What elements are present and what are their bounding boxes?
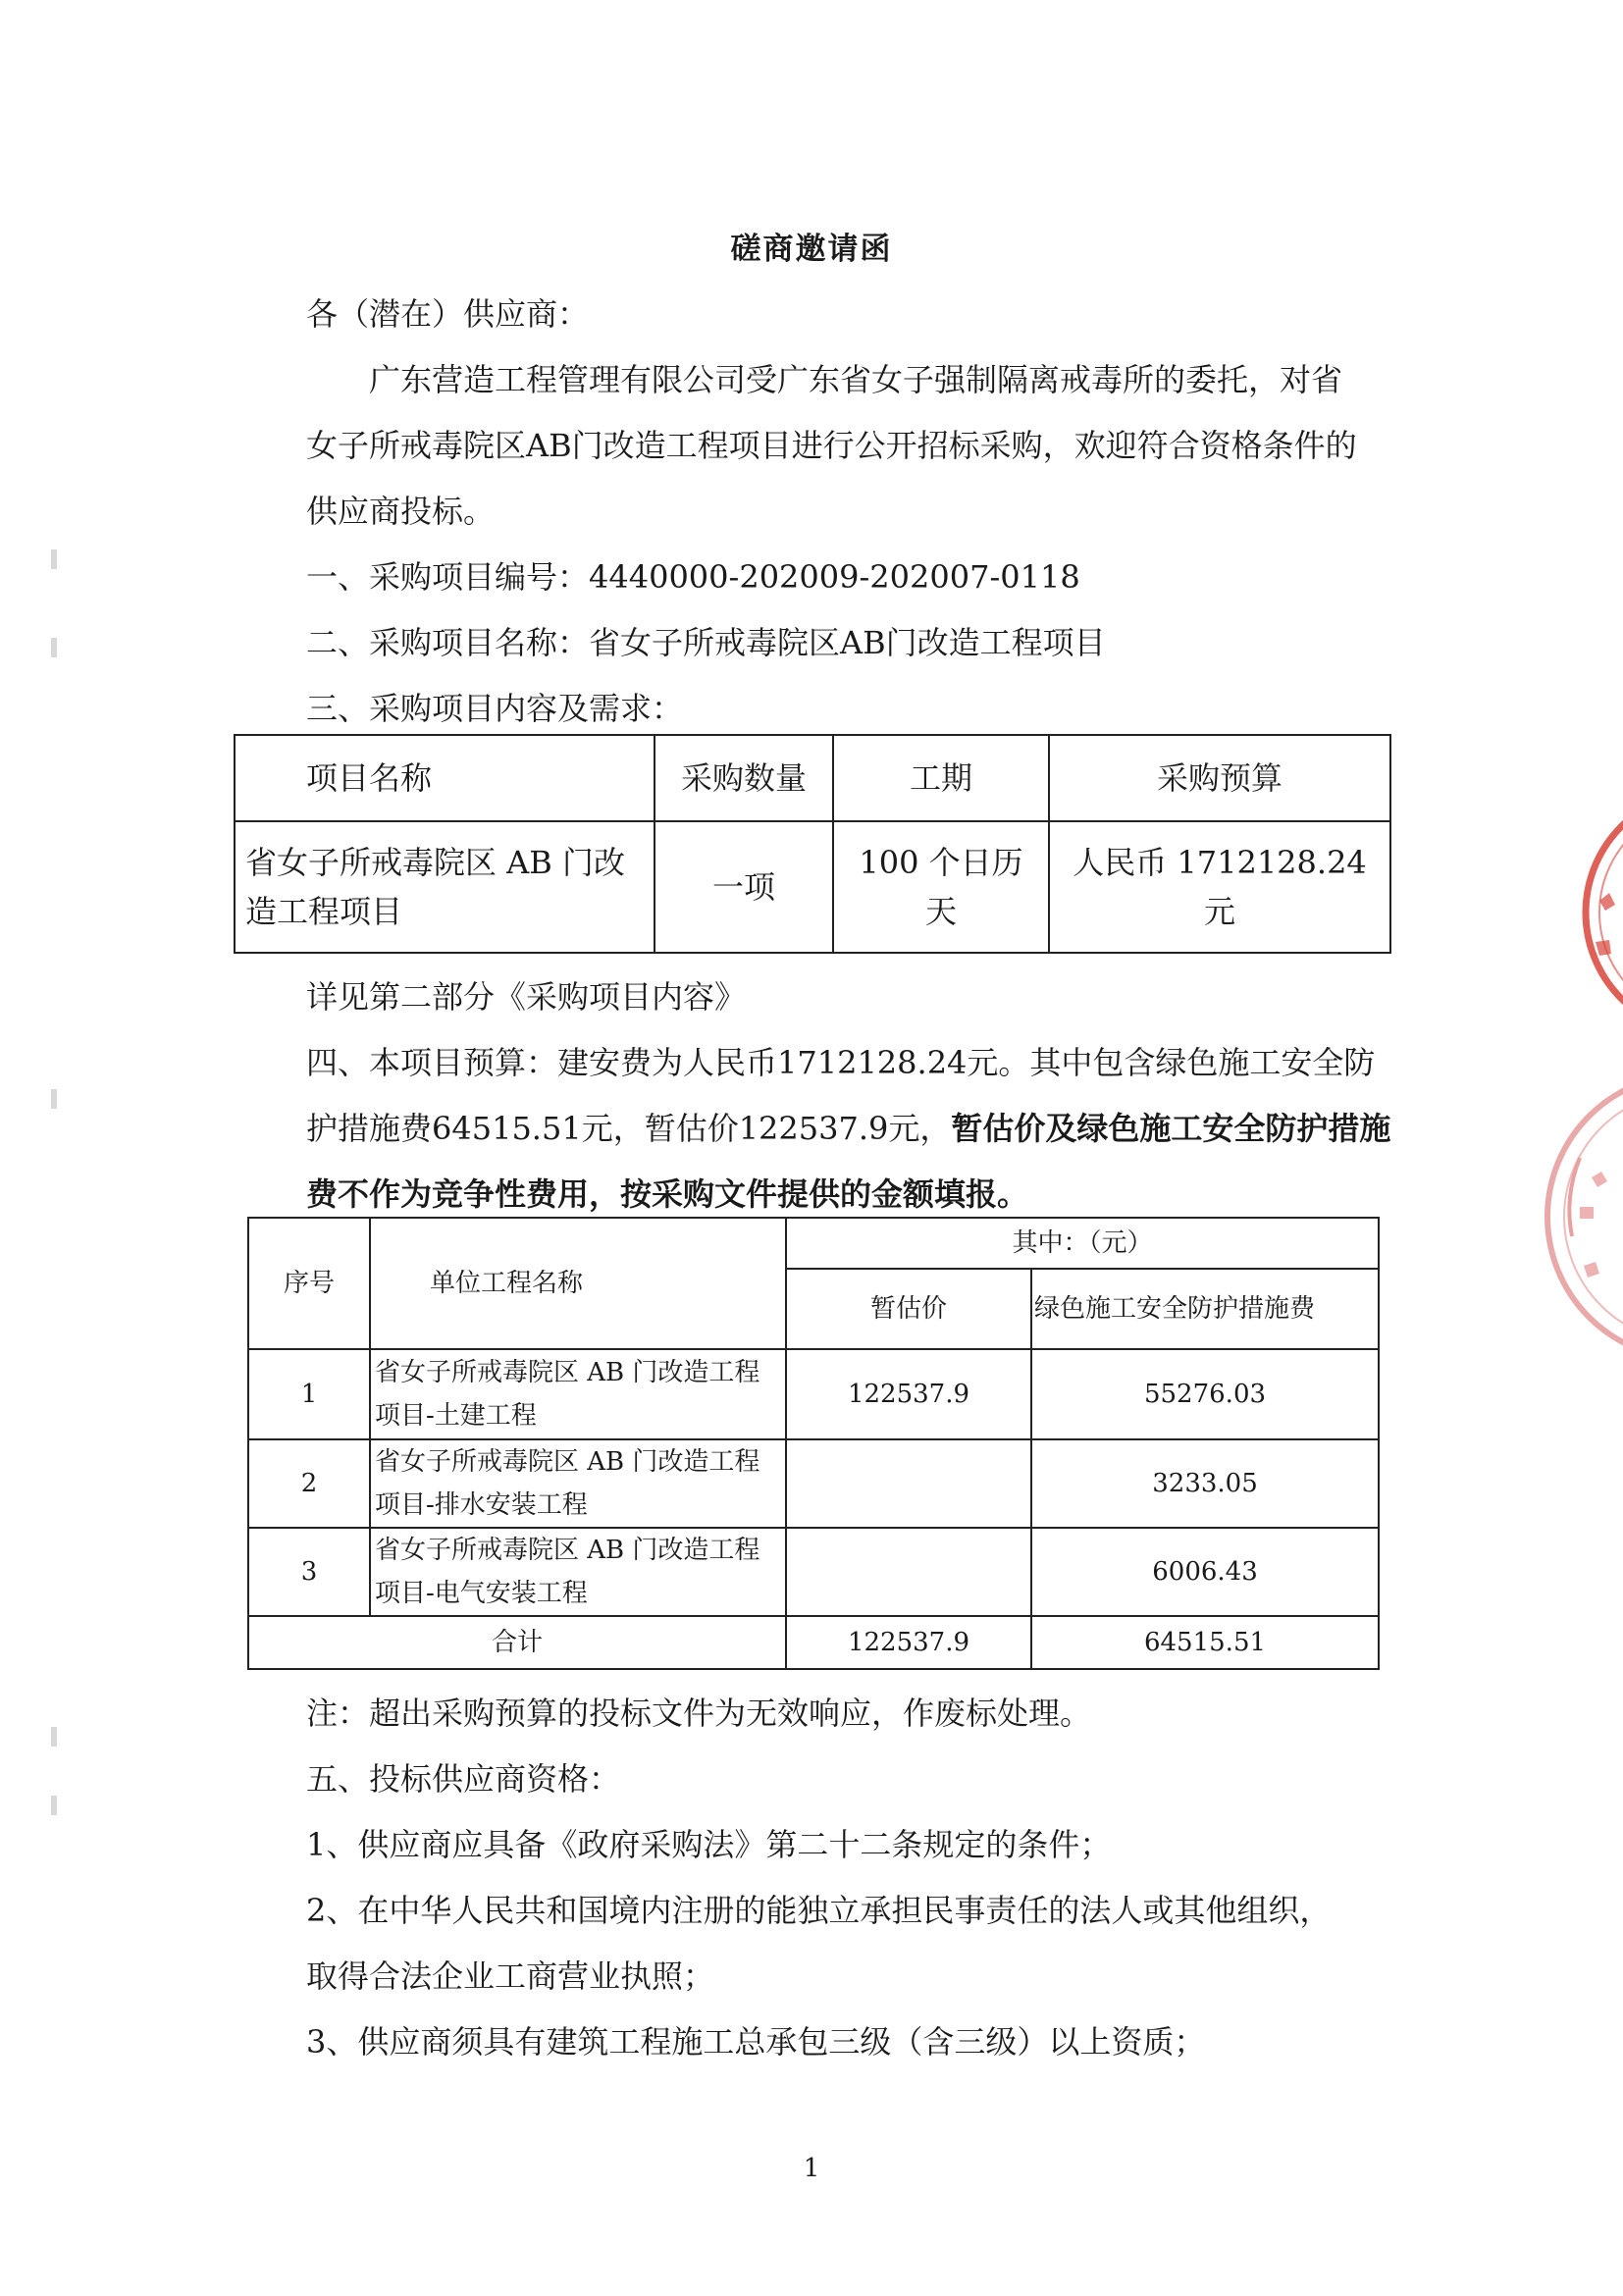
- row-green-fee: 6006.43: [1031, 1528, 1379, 1616]
- scan-edge-mark: [51, 549, 57, 569]
- header-group: 其中：（元）: [786, 1218, 1379, 1269]
- cell-quantity: 一项: [654, 821, 833, 953]
- row-no: 3: [248, 1528, 370, 1616]
- budget-line-1: 四、本项目预算：建安费为人民币1712128.24元。其中包含绿色施工安全防: [306, 1044, 1376, 1081]
- row-green-fee: 3233.05: [1031, 1439, 1379, 1528]
- table-row: [248, 1528, 1379, 1616]
- total-provisional: 122537.9: [786, 1616, 1031, 1669]
- project-content-heading: 三、采购项目内容及需求：: [306, 690, 684, 727]
- company-seal-upper: [1560, 785, 1623, 1040]
- row-unit-name: 省女子所戒毒院区 AB 门改造工程 项目-电气安装工程: [370, 1528, 786, 1616]
- document-title: 磋商邀请函: [730, 232, 893, 267]
- see-detail: 详见第二部分《采购项目内容》: [306, 978, 747, 1016]
- scan-edge-mark: [51, 1796, 57, 1815]
- cell-budget: 人民币 1712128.24 元: [1049, 821, 1390, 953]
- row-provisional: [786, 1528, 1031, 1616]
- header-no: 序号: [248, 1218, 370, 1349]
- cell-project-name: 省女子所戒毒院区 AB 门改 造工程项目: [235, 821, 654, 953]
- table-row: [248, 1349, 1379, 1439]
- row-provisional: [786, 1439, 1031, 1528]
- row-provisional: 122537.9: [786, 1349, 1031, 1439]
- cost-breakdown-table: [247, 1217, 1380, 1670]
- requirement-1: 1、供应商应具备《政府采购法》第二十二条规定的条件；: [306, 1826, 1112, 1863]
- row-unit-name: 省女子所戒毒院区 AB 门改造工程 项目-排水安装工程: [370, 1439, 786, 1528]
- scan-edge-mark: [51, 638, 57, 657]
- cell-period: 100 个日历天: [833, 821, 1049, 953]
- budget-line-3: 费不作为竞争性费用，按采购文件提供的金额填报。: [306, 1175, 1029, 1213]
- row-green-fee: 55276.03: [1031, 1349, 1379, 1439]
- header-period: 工期: [833, 735, 1049, 821]
- scan-edge-mark: [51, 1727, 57, 1747]
- intro-line-2: 女子所戒毒院区AB门改造工程项目进行公开招标采购，欢迎符合资格条件的: [306, 427, 1357, 464]
- page-number: 1: [803, 2154, 820, 2183]
- header-provisional: 暂估价: [786, 1269, 1031, 1349]
- total-green-fee: 64515.51: [1031, 1616, 1379, 1669]
- row-no: 1: [248, 1349, 370, 1439]
- budget-line-2: 护措施费64515.51元，暂估价122537.9元，暂估价及绿色施工安全防护措施: [306, 1110, 1391, 1147]
- project-name: 二、采购项目名称：省女子所戒毒院区AB门改造工程项目: [306, 624, 1106, 661]
- header-project-name: 项目名称: [235, 735, 654, 821]
- project-number: 一、采购项目编号：4440000-202009-202007-0118: [306, 558, 1080, 596]
- requirement-2-line-1: 2、在中华人民共和国境内注册的能独立承担民事责任的法人或其他组织，: [306, 1892, 1332, 1929]
- note: 注：超出采购预算的投标文件为无效响应，作废标处理。: [306, 1695, 1092, 1732]
- intro-line-3: 供应商投标。: [306, 493, 496, 530]
- row-unit-name: 省女子所戒毒院区 AB 门改造工程 项目-土建工程: [370, 1349, 786, 1439]
- table-row: [248, 1439, 1379, 1528]
- salutation: 各（潜在）供应商：: [306, 295, 590, 333]
- intro-line-1: 广东营造工程管理有限公司受广东省女子强制隔离戒毒所的委托，对省: [369, 361, 1343, 398]
- header-quantity: 采购数量: [654, 735, 833, 821]
- requirement-3: 3、供应商须具有建筑工程施工总承包三级（含三级）以上资质；: [306, 2023, 1206, 2061]
- header-green-fee: 绿色施工安全防护措施费: [1031, 1269, 1379, 1349]
- company-seal-lower: [1523, 1070, 1623, 1374]
- header-budget: 采购预算: [1049, 735, 1390, 821]
- scan-edge-mark: [51, 1089, 57, 1109]
- requirement-2-line-2: 取得合法企业工商营业执照；: [306, 1957, 715, 1995]
- row-no: 2: [248, 1439, 370, 1528]
- header-unit-name: 单位工程名称: [370, 1218, 786, 1349]
- total-label: 合计: [248, 1616, 786, 1669]
- qualification-heading: 五、投标供应商资格：: [306, 1760, 621, 1798]
- table-total-row: [248, 1616, 1379, 1669]
- procurement-table: [234, 734, 1391, 954]
